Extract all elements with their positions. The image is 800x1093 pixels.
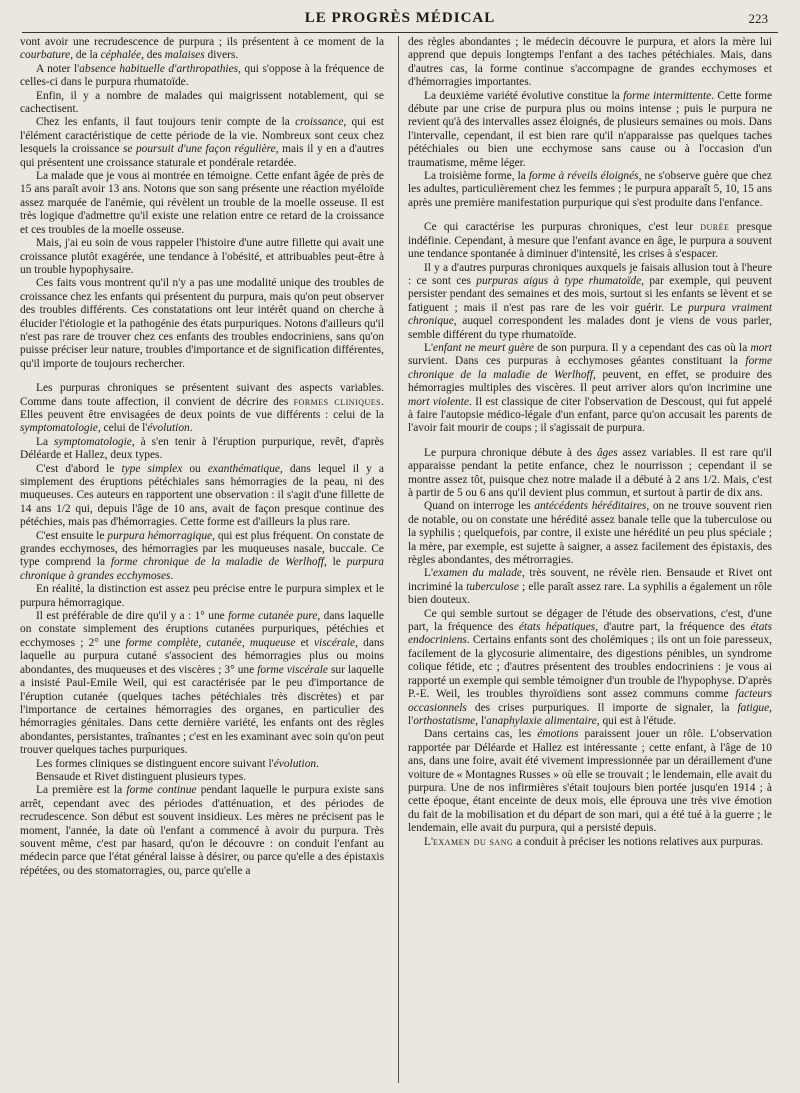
paragraph (20, 784, 384, 878)
italic-text: orthostatisme (413, 714, 476, 727)
text-run: sur laquelle a insisté Paul-Emile Weil, qui est caractérisée par le peu d'importance de l'éruption cutanée (quelques taches pétéchiales très discrètes) et par l'importance de certaines hémorragies des organes, en particulier des hémorragies génitales. Dans cette dernière variété, les enfants ont des règles abondantes, persistantes, traînantes ; c'est en les examinant avec soin qu'on peut trouver quelques taches purpuriques. (20, 663, 384, 757)
text-run: , qui est l'élément caractéristique de cette période de la vie. Nombreux sont ceux chez lesquels la croissance (20, 116, 384, 156)
italic-text: symptomatologie (53, 435, 132, 448)
paragraph (20, 610, 384, 757)
text-run: , dans laquelle au purpura cutané s'associent des hémorragies plus ou moins abondantes, des muqueuses et des viscères ; 3° une (20, 636, 384, 676)
text-run: , qui est à l'étude. (596, 714, 677, 727)
paragraph (20, 583, 384, 610)
italic-text: forme chronique de la maladie de Werlhoff (408, 355, 772, 381)
paragraph (408, 262, 772, 342)
text-run: , des (141, 49, 165, 62)
left-column (20, 36, 384, 1085)
text-run: La troisième forme, la (424, 170, 529, 183)
italic-text: mort (750, 341, 772, 354)
text-run: , dans lequel il y a simplement des éruptions pétéchiales sans hémorragies de la peau, ni des muqueuses. Ces auteurs en rapportent une observation : il s'agit d'une fillette de 14 ans 1/2 qui, depuis l'âge de 10 ans, avait de façon presque continue des pétéchies, mais pas d'hémorragies. Cette forme est d'ailleurs la plus rare. (20, 462, 384, 529)
column-divider (398, 36, 399, 1083)
paragraph (20, 758, 384, 771)
paragraph (408, 221, 772, 261)
paragraph (20, 530, 384, 584)
text-run: ou (182, 462, 208, 475)
italic-text: antécédents héréditaires (534, 500, 647, 513)
text-run: pendant laquelle le purpura existe sans arrêt, cependant avec des périodes d'atténuation, et des périodes de recrudescence. Son début est souvent insidieux. Les mères ne précisent pas le moment, l'année, la date où l'enfant a commencé à avoir du purpura. Très souvent même, c'est par hasard, qu'on le découvre : on conduit l'enfant au médecin parce que l'état général laisse à désirer, ou parce qu'elle a des épistaxis répétées, ou des stomatorragies, ou, parce qu'elle a (20, 784, 384, 877)
text-run: L' (424, 835, 434, 848)
italic-text: malaises (164, 49, 205, 62)
header-rule (22, 32, 778, 33)
paragraph (408, 170, 772, 210)
text-run: , le (323, 556, 347, 569)
italic-text: purpura vraiment chronique (408, 301, 772, 328)
text-run: Ces faits vous montrent qu'il n'y a pas une modalité unique des troubles de croissance chez les enfants qui présentent du purpura, mais qu'on peut observer des troubles différents. Ces constatations ont leur intérêt quand on cherche à élucider l'étiologie et la pathogénie des états purpuriques. Notons d'ailleurs qu'il n'est pas rare de trouver chez ces enfants des troubles endocriniens, sans qu'on puisse préciser leur nature, troubles d'importance et de signification différentes, qu'il importe de toujours rechercher. (20, 277, 384, 370)
paragraph (20, 116, 384, 170)
journal-title: LE PROGRÈS MÉDICAL (304, 10, 496, 26)
italic-text: forme à réveils éloignés (528, 170, 639, 183)
text-run: et (295, 636, 314, 649)
italic-text: anaphylaxie alimentaire (486, 714, 597, 727)
text-run: Mais, j'ai eu soin de vous rappeler l'histoire d'une autre fillette qui avait une croissance plutôt exagérée, une tendance à l'obésité, et attribuables peut-être à un trouble hypophysaire. (20, 237, 384, 276)
italic-text: forme continue (126, 784, 197, 797)
italic-text: purpura chronique à grandes ecchymoses (20, 556, 384, 582)
paragraph (20, 170, 384, 237)
text-run: Quand on interroge les (424, 500, 535, 513)
paragraph (20, 771, 384, 784)
text-run: . Il est classique de citer l'observation de Descoust, qui fut appelé à faire l'autopsie médico-légale d'un enfant, parce qu'on accusait les parents de l'avoir fait mourir de coups ; il s'agissait de purpura. (408, 395, 772, 435)
page-header (22, 6, 778, 30)
paragraph (20, 463, 384, 530)
small-caps-text: formes cliniques (293, 395, 382, 408)
text-run: survient. Dans ces purpuras à ecchymoses géantes constituant la (408, 355, 746, 368)
italic-text: fatigue (737, 701, 770, 714)
italic-text: courbature (20, 49, 71, 62)
text-run: , d'autre part, la fréquence des (595, 621, 751, 634)
italic-text: mort violente (408, 395, 469, 408)
text-run: Les formes cliniques se distinguent encore suivant l' (36, 757, 274, 770)
text-run: C'est d'abord le (36, 462, 122, 475)
text-run: . Certains enfants sont des cholémiques ; ils ont un foie paresseux, facilement de la glycosurie alimentaire, des digestions pénibles, un syndrome colique fétide, etc ; d'autres présentent des troubles endocriniens : je vous ai rapporté un exemple qui semble témoigner d'un trouble de l'hypophyse. D'après P.-E. Weil, les troubles thyroïdiens sont assez communs comme (408, 634, 772, 701)
paragraph (408, 567, 772, 607)
text-run: , qui s'oppose à la fréquence de celles-ci dans le purpura rhumatoïde. (20, 62, 384, 89)
paragraph (20, 36, 384, 63)
right-column (408, 36, 772, 1085)
text-run: . (189, 422, 193, 435)
text-run: , l' (408, 701, 772, 727)
italic-text: croissance (295, 116, 344, 129)
text-run: assez variables. Il est rare qu'il apparaisse pendant la petite enfance, chez le nourrisson ; cependant il se montre assez tôt, puisque chez notre malade il a débuté à 2 ans 1/2. Mais, c'est à partir de 5 ou 6 ans qu'il devient plus commun, et surtout à partir de dix ans. (408, 446, 772, 499)
paragraph (20, 90, 384, 117)
small-caps-text: durée (700, 221, 730, 234)
text-run: Enfin, il y a nombre de malades qui maigrissent notablement, qui se cachectisent. (20, 89, 384, 116)
italic-text: absence habituelle d'arthropathies (79, 62, 239, 75)
paragraph (20, 436, 384, 463)
text-run: ; elle paraît assez rare. La syphilis a également un rôle bien douteux. (408, 580, 772, 607)
text-run: . Elles peuvent être envisagées de deux points de vue différents : celui de la (20, 395, 384, 421)
italic-text: symptomatologie (20, 422, 98, 435)
small-caps-text: examen du sang (433, 835, 514, 848)
text-run: L' (424, 567, 434, 580)
italic-text: états endocriniens (408, 621, 772, 647)
text-run: Le purpura chronique débute à des (424, 446, 597, 459)
italic-text: purpuras aigus à type rhumatoïde (476, 274, 642, 287)
italic-text: forme cutanée pure (228, 610, 318, 623)
italic-text: céphalée (100, 49, 142, 62)
italic-text: évolution (273, 757, 317, 770)
text-run: Ce qui caractérise les purpuras chroniques, c'est leur (424, 221, 701, 234)
text-run: L' (424, 341, 434, 354)
paragraph (20, 277, 384, 371)
text-run: Les purpuras chroniques se présentent suivant des aspects variables. Comme dans toute affection, il convient de décrire des (20, 382, 384, 408)
text-run: presque indéfinie. Cependant, à mesure que l'enfant avance en âge, le purpura a souvent une tendance spontanée à diminuer d'intensité, les crises à s'espacer. (408, 221, 772, 261)
paragraph (408, 342, 772, 436)
text-run: . (170, 569, 174, 582)
text-run: La malade que je vous ai montrée en témoigne. Cette enfant âgée de près de 15 ans paraît avoir 13 ans. Notons que son sang présente une réaction myéloïde assez marquée de l'anémie, qui révèlent un trouble de la moelle osseuse. Il est très logique d'admettre qu'il existe une relation entre ce retard de la croissance et ces troubles de la moelle osseuse. (20, 170, 384, 236)
italic-text: viscérale (313, 636, 356, 649)
paragraph (408, 447, 772, 501)
text-run: , auquel correspondent les malades dont je viens de vous parler, semble différent du type rhumatoïde. (408, 315, 772, 341)
italic-text: enfant (433, 341, 462, 354)
text-run: . Cette forme débute par une crise de purpura plus ou moins intense ; puis le purpura ne revient qu'à des intervalles assez éloignés, de plusieurs semaines ou mois. Dans l'intervalle, cependant, il est bien rare qu'il n'apparaisse pas quelques taches pétéchiales ou bien une ecchymose sans cause ou à l'occasion d'un traumatisme, même léger. (408, 89, 772, 169)
italic-text: purpura hémorragique (107, 529, 213, 542)
text-run: , mais il y en a d'autres qui présentent une croissance staturale et pondérale retardée. (20, 143, 384, 169)
text-run: , de la (70, 49, 101, 62)
text-run: La première est la (36, 784, 127, 797)
text-run: , à s'en tenir à l'éruption purpurique, revêt, d'après Déléarde et Hallez, deux types. (20, 435, 384, 462)
paragraph (20, 63, 384, 90)
text-run: Ce qui semble surtout se dégager de l'étude des observations, c'est, d'une part, la fréquence des (408, 607, 772, 634)
text-run: , l' (475, 714, 487, 727)
text-run: A noter l' (36, 62, 80, 75)
italic-text: émotions (537, 728, 579, 741)
text-run: Il y a d'autres purpuras chroniques auxquels je faisais allusion tout à l'heure : ce sont ces (408, 261, 772, 287)
text-run: , dans laquelle on constate simplement des éruptions cutanées purpuriques, pétéchies et ecchymoses ; 2° une (20, 610, 384, 649)
text-run: En réalité, la distinction est assez peu précise entre le purpura simplex et le purpura hémorragique. (20, 583, 384, 609)
italic-text: type simplex (121, 462, 183, 475)
paragraph (408, 728, 772, 835)
text-run: de son purpura. Il y a cependant des cas où la (533, 341, 751, 354)
text-run: La (36, 435, 54, 448)
italic-text: examen du malade (433, 567, 522, 580)
italic-text: se poursuit d'une façon régulière (122, 143, 276, 156)
text-run: C'est ensuite le (36, 529, 108, 542)
paragraph (408, 36, 772, 90)
text-run: Chez les enfants, il faut toujours tenir compte de la (36, 116, 296, 129)
text-run: La deuxième variété évolutive constitue la (424, 89, 624, 102)
page-number: 223 (748, 11, 768, 26)
text-run: Dans certains cas, les (424, 728, 538, 741)
text-run: . (316, 757, 319, 770)
italic-text: facteurs occasionnels (408, 688, 772, 714)
text-run: Bensaude et Rivet distinguent plusieurs types. (36, 770, 247, 783)
text-run: , ne s'observe guère que chez les adultes, particulièrement chez les femmes ; le purpura apparaît 5, 10, 15 ans après une première manifestation purpurique qui s'est produite dans l'enfance. (408, 170, 772, 209)
text-run: divers. (204, 49, 239, 62)
text-run: , celui de l' (97, 422, 148, 435)
italic-text: tuberculose (466, 580, 519, 593)
text-run: , peuvent, en effet, se produire des hémorragies multiples des viscères. Il peut arriver alors qu'on incrimine une (408, 368, 772, 395)
paragraph (408, 836, 772, 849)
italic-text: exanthématique (207, 462, 280, 475)
paragraph (408, 608, 772, 729)
text-run: , très souvent, ne révèle rien. Bensaude et Rivet ont incriminé la (408, 567, 772, 593)
text-run: paraissent jouer un rôle. L'observation rapportée par Déléarde et Hallez est intéressante ; cette enfant, à l'âge de 10 ans, dans une foire, avait été vivement impressionnée par un déraillement d'une voiture de « Montagnes Russes » où elle se trouvait ; le lendemain, elle avait du purpura. Une de nos infirmières s'était toujours bien portée jusqu'en 1914 ; à cette époque, étant enceinte de deux mois, elle éprouva une très vive émotion du fait de la mobilisation et du départ de son mari, qui a été tué à la guerre ; le lendemain, elle avait du purpura, qui a persisté depuis. (408, 728, 772, 835)
paragraph (408, 500, 772, 567)
text-run: , par exemple, qui peuvent persister pendant des semaines et des mois, surtout si les enfants se lèvent et se fatiguent ; mais il n'est pas rare de les voir guérir. Le (408, 274, 772, 314)
text-run: des crises purpuriques. Il importe de signaler, la (466, 701, 738, 714)
italic-text: évolution (147, 422, 190, 435)
italic-text: âges (596, 446, 618, 459)
text-run: vont avoir une recrudescence de purpura ; ils présentent à ce moment de la (20, 36, 384, 48)
text-run: des règles abondantes ; le médecin découvre le purpura, et alors la mère lui apprend que depuis longtemps l'enfant a des taches pétéchiales. Mais, dans d'autres cas, la forme continue s'accompagne de grandes ecchymoses et d'hémorragies importantes. (408, 36, 772, 89)
paragraph (408, 90, 772, 170)
text-run: , qui est plus fréquent. On constate de grandes ecchymoses, des hémorragies par les muqueuses nasale, buccale. Ce type comprend la (20, 529, 384, 569)
text-run: Il est préférable de dire qu'il y a : 1° une (36, 610, 229, 623)
italic-text: forme viscérale (257, 663, 328, 676)
italic-text: états hépatiques (518, 621, 596, 634)
italic-text: forme intermittente (623, 89, 712, 102)
text-run: , on ne trouve souvent rien de notable, ou on constate une hérédité assez banale telle que la tuberculose ou la syphilis ; quelquefois, par contre, il existe une hérédité un peu plus spéciale ; la mère, par exemple, est sujette à saigner, a assez facilement des épistaxis, des règles abondantes, des métrorragies. (408, 500, 772, 567)
paragraph (20, 237, 384, 277)
italic-text: forme chronique de la maladie de Werlhoff (110, 556, 324, 569)
text-run: a conduit à préciser les notions relatives aux purpuras. (513, 835, 764, 848)
paragraph (20, 382, 384, 436)
italic-text: ne meurt guère (464, 341, 534, 354)
italic-text: forme complète, cutanée, muqueuse (125, 636, 296, 649)
